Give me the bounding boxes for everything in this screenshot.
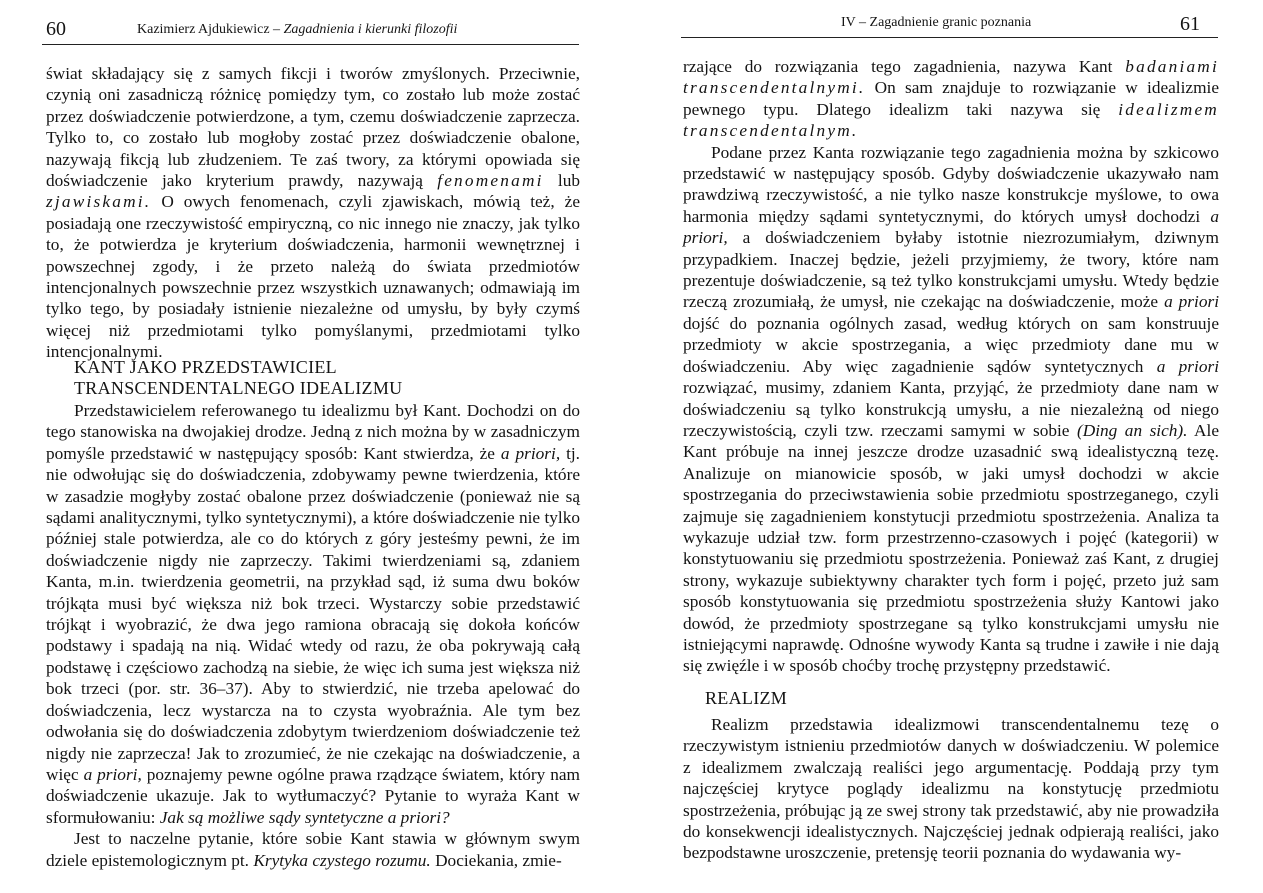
book-title: Krytyka czystego rozumu.: [253, 850, 431, 870]
left-text-block-1: [46, 63, 580, 363]
emphasis-term: idealizmem transcendentalnym.: [683, 99, 1219, 141]
text-run: rzające do rozwiązania tego zagadnienia, nazywa Kant: [683, 57, 1126, 76]
italic-term: a priori: [1164, 292, 1219, 312]
paragraph: [683, 56, 1219, 142]
left-page: [0, 0, 620, 893]
right-running-head: IV – Zagadnienie granic poznania: [841, 15, 1032, 30]
text-run: Przedstawicielem referowanego tu idealizmu był Kant. Dochodzi on do tego stanowiska na dwojakiej drodze. Jedną z nich można by w zasadniczym pomyśle przedstawić w następujący sposób: Kant stwierdza, że: [46, 401, 580, 463]
paragraph: [46, 400, 580, 828]
text-run: Dociekania, zmie-: [430, 850, 562, 870]
text-run: Podane przez Kanta rozwiązanie tego zagadnienia można by szkicowo przedstawić w następujący sposób. Gdyby doświadczenie ukazywało nam prawdziwą rzeczywistość, a nie tylko nasze konstrukcje myślowe, to owa harmonia między sądami syntetycznymi, do których umysł dochodzi: [683, 142, 1219, 226]
italic-term: a priori,: [683, 206, 1219, 248]
text-run: a doświadczeniem byłaby istotnie niezrozumiałym, dziwnym przypadkiem. Inaczej będzie, jeżeli przyjmiemy, że twory, które nam prezentuje doświadczenie, są też tylko konstrukcjami umysłu. Wtedy będzie rzeczą zrozumiałą, że umysł, nie czekając na doświadczenie, może: [683, 228, 1219, 312]
text-run: świat składający się z samych fikcji i tworów zmyślonych. Przeciwnie, czynią oni zasadniczą różnicę pomiędzy tym, co zostało lub może zostać przez doświadczenie potwierdzone, a tym, czemu doświadczenie zaprzecza. Tylko to, co zostało lub mogłoby zostać przez doświadczenie obalone, nazywają fikcją lub złudzeniem. Te zaś twory, za którymi opowiada się doświadczenie jako kryterium prawdy, nazywają: [46, 64, 580, 191]
paragraph: [46, 828, 580, 871]
paragraph: [683, 142, 1219, 677]
right-text-block-1: [683, 56, 1219, 677]
emphasis-term: badaniami transcendentalnymi.: [683, 57, 1219, 98]
emphasis-term: fenomenami: [437, 171, 544, 191]
italic-term: a priori: [1156, 356, 1220, 376]
text-run: O owych fenomenach, czyli zjawiskach, mówią też, że posiadają one rzeczywistość empiryczną, co nic innego nie znaczy, jak tylko to, że potwierdza je kryterium doświadczenia, harmonii wewnętrznej i powszechnej zgody, i że przeto należą do świata przedmiotów intencjonalnych powszechnie przez wszystkich uznawanych; odmawiają im tylko tego, by posiadały istnienie niezależne od umysłu, by były czymś więcej niż przedmiotami tylko pomyślanymi, przedmiotami tylko intencjonalnymi.: [46, 192, 580, 362]
text-run: tj. nie odwołując się do doświadczenia, zdobywamy pewne twierdzenia, które w zasadzie mogłyby zostać obalone przez doświadczenie (ponieważ nie są sądami analitycznymi, tylko syntetycznymi), a które doświadczenie nie tylko później stale potwierdza, ale co do których z góry jesteśmy pewni, że im doświadczenie nigdy nie zaprzeczy. Takimi twierdzeniami są, zdaniem Kanta, m.in. twierdzenia geometrii, na przykład sąd, iż suma dwu boków trójkąta musi być większa niż bok trzeci. Wystarczy sobie przedstawić trójkąt i wyobrazić, że dwa jego ramiona obracają się dokoła końców podstawy i spadają na nią. Widać wtedy od razu, że oba pokrywają całą podstawę i częściowo zachodzą na siebie, że więc ich suma jest większa niż bok trzeci (por. str. 36–37). Aby to stwierdzić, nie trzeba apelować do doświadczenia, lecz wystarcza na to czysta wyobraźnia. Ale tym bez odwołania się do doświadczenia zdobytym twierdzeniom doświadczenie też nigdy nie zaprzecza! Jak to zrozumieć, że nie czekając na doświadczenie, a więc: [46, 443, 580, 784]
left-header-rule: [42, 44, 579, 45]
italic-question: Jak są możliwe sądy syntetyczne a priori?: [159, 807, 450, 827]
text-run: Jest to naczelne pytanie, które sobie Kant stawia w głównym swym dziele epistemologicznym pt.: [46, 829, 580, 870]
text-run: On sam znajduje to rozwiązanie w idealizmie pewnego typu. Dlatego idealizm taki nazywa się: [683, 78, 1219, 119]
running-head-title: Zagadnienia i kierunki filozofii: [283, 22, 458, 37]
italic-term: (Ding an sich).: [1076, 420, 1188, 440]
paragraph: [46, 63, 580, 363]
running-head-author: Kazimierz Ajdukiewicz –: [137, 22, 281, 37]
text-run: Ale Kant próbuje na innej jeszcze drodze uzasadnić swą idealistyczną tezę. Analizuje on mianowicie sposób, w jaki umysł dochodzi w akcie spostrzegania do przeciwstawienia sobie przedmiotu spostrzeganego, czyli zajmuje się zagadnieniem konstytucji przedmiotu spostrzeżenia. Analiza ta wykazuje udział tzw. form przestrzenno-czasowych i pojęć (kategorii) w konstytuowaniu się przedmiotu spostrzeżenia. Ponieważ zaś Kant, z drugiej strony, wykazuje subiektywny charakter tych form i pojęć, przeto już sam sposób konstytuowania się przedmiotu spostrzeżenia służy Kantowi jako dowód, że przedmioty spostrzegane są tylko konstrukcjami umysłu nie istniejącymi naprawdę. Odnośne wywody Kanta są trudne i zawiłe i nie dają się zwięźle i w sposób choćby trochę przystępny przedstawić.: [683, 420, 1219, 676]
left-text-block-2: [46, 400, 580, 871]
text-run: lub: [543, 171, 580, 191]
italic-term: a priori,: [500, 443, 561, 463]
right-text-block-2: [683, 714, 1219, 864]
text-run: poznajemy pewne ogólne prawa rządzące światem, który nam doświadczenie ukazuje. Jak to wytłumaczyć? Pytanie to wyraża Kant w sformułowaniu:: [46, 764, 580, 827]
section-heading-kant: [74, 357, 402, 399]
section-heading-realizm: REALIZM: [705, 688, 788, 708]
right-page-number: 61: [1180, 13, 1200, 35]
emphasis-term: zjawiskami.: [46, 192, 152, 212]
left-running-head: [137, 22, 457, 38]
right-header-rule: [681, 37, 1218, 38]
left-page-number: 60: [46, 18, 66, 40]
text-run: rozwiązać, musimy, zdaniem Kanta, przyjąć, że przedmioty dane nam w doświadczeniu są tylko konstrukcją umysłu, a nie niezależną od niego rzeczywistością, czyli tzw. rzeczami samymi w sobie: [683, 378, 1219, 440]
right-page: [641, 0, 1263, 893]
italic-term: a priori,: [83, 764, 142, 784]
heading-line: KANT JAKO PRZEDSTAWICIEL: [74, 357, 337, 377]
heading-line: TRANSCENDENTALNEGO IDEALIZMU: [74, 378, 403, 398]
text-run: dojść do poznania ogólnych zasad, według których on sam konstruuje przedmioty w akcie spostrzegania, a więc przedmioty dane mu w doświadczeniu. Aby więc zagadnienie sądów syntetycznych: [683, 313, 1219, 376]
text-run: Realizm przedstawia idealizmowi transcendentalnemu tezę o rzeczywistym istnieniu przedmiotów danych w doświadczeniu. W polemice z idealizmem zwalczają realiści jego argumentację. Poddają przy tym najczęściej krytyce poglądy idealizmu na konstytucję przedmiotu spostrzeżenia, próbując ją ze swej strony tak przedstawić, aby nie prowadziła do konsekwencji idealistycznych. Najczęściej jednak odpierają realiści, jako bezpodstawne uroszczenie, pretensję teorii poznania do wydawania wy-: [683, 715, 1219, 863]
paragraph: [683, 714, 1219, 864]
